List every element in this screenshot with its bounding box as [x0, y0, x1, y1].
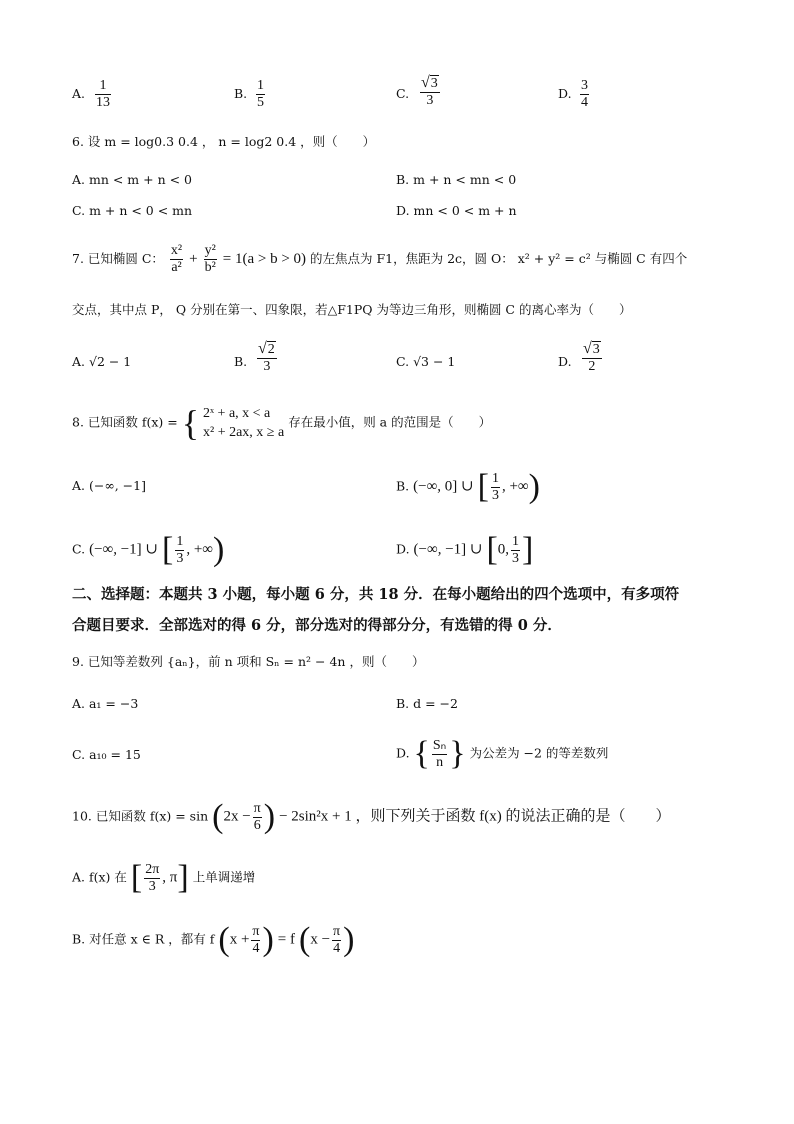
q6-option-b: B. m + n < mn < 0 [396, 172, 517, 187]
q6-option-a: A. mn < m + n < 0 [72, 172, 192, 187]
q5-a-num: 1 [99, 78, 107, 93]
q10-b-label: B. [72, 931, 86, 947]
q7-option-b-label: B. [234, 354, 248, 369]
q8-case-2: x² + 2ax, x ≥ a [203, 425, 285, 440]
q7-b-radicand: 2 [267, 342, 275, 357]
q7-b-den: 3 [263, 359, 271, 374]
q5-b-den: 5 [257, 95, 264, 110]
q8-option-c: C. (−∞, −1] ∪ [ $\frac{1}{3}$ , +∞) [72, 531, 225, 568]
q7-stem-post: 的左焦点为 F1，焦距为 2c，圆 O： x² + y² = c² 与椭圆 C 有四个 [310, 251, 688, 266]
q8-c-pre: (−∞, −1] ∪ [89, 541, 158, 558]
q6-option-c: C. m + n < 0 < mn [72, 203, 193, 218]
q5-option-d [578, 78, 591, 111]
q5-b-num: 1 [257, 78, 264, 93]
q7-option-a: A. √2 − 1 [72, 354, 132, 369]
q8-option-a: A. (−∞, −1] [72, 478, 146, 493]
q9-d-post: 为公差为 −2 的等差数列 [469, 745, 609, 761]
q8-d-pre: (−∞, −1] ∪ [413, 541, 483, 558]
q5-option-d-label: D. [558, 86, 572, 101]
q8-piecewise [203, 404, 284, 442]
q5-option-a [93, 78, 113, 111]
q7-option-d-label: D. [558, 354, 572, 369]
q10-stem-post: − 2sin²x + 1 ，则下列关于函数 f(x) 的说法正确的是（ ） [279, 808, 671, 825]
q5-c-den: 3 [426, 93, 434, 108]
q7-option-b: √ 2 3 [258, 340, 275, 374]
q7-stem-pre: 7. 已知椭圆 C： [72, 251, 164, 266]
q6-stem: 6. 设 m = log0.3 0.4 ， n = log2 0.4 ，则（ ） [72, 134, 376, 149]
q5-a-den: 13 [96, 95, 110, 110]
q8-b-label: B. [396, 478, 410, 494]
q7-stem-line2: 交点，其中点 P， Q 分别在第一、四象限，若△F1PQ 为等边三角形，则椭圆 C 的离心率为（ ） [72, 302, 632, 317]
q8-b-pre: (−∞, 0] ∪ [413, 478, 474, 495]
q8-c-label: C. [72, 541, 86, 557]
q9-option-c: C. a₁₀ = 15 [72, 747, 141, 762]
q7-d-den: 2 [588, 359, 596, 374]
q7-stem: 7. 已知椭圆 C： $\frac{\text{x²}}{\text{a²}}$ + $\frac{\text{y²}}{\text{b²}}$ = 1(a > b > 0) 的左焦点为 F1，焦距为 2c，圆 O： x² + y² = c² 与椭圆 C 有四个 [72, 243, 688, 275]
q5-option-a-label: A. [72, 86, 86, 101]
q6-option-d: D. mn < 0 < m + n [396, 203, 517, 218]
q5-d-num: 3 [581, 78, 588, 93]
q9-option-d: D. { $\frac{\text{Sₙ}}{n}$ } 为公差为 −2 的等差数列 [396, 735, 609, 772]
section-2-heading-line2: 合题目要求．全部选对的得 6 分，部分选对的得部分分，有选错的得 0 分． [72, 617, 562, 634]
q9-stem: 9. 已知等差数列 {aₙ}，前 n 项和 Sₙ = n² − 4n ，则（ ） [72, 654, 425, 669]
q8-stem-post: 存在最小值，则 a 的范围是（ ） [288, 414, 492, 430]
q5-d-den: 4 [581, 95, 588, 110]
q8-d-label: D. [396, 541, 410, 557]
q10-stem: 10. 已知函数 f(x) = sin (2x − $\frac{\pi}{6}$ ) − 2sin²x + 1 ，则下列关于函数 f(x) 的说法正确的是（ ） [72, 798, 671, 835]
q10-a-label: A. [72, 869, 86, 885]
q9-option-a: A. a₁ = −3 [72, 696, 139, 711]
q10-option-b: B. 对任意 x ∈ R ，都有 f (x + $\frac{\pi}{4}$ ) = f (x − $\frac{\pi}{4}$ ) [72, 921, 355, 958]
section-2-heading-line1: 二、选择题：本题共 3 小题，每小题 6 分，共 18 分．在每小题给出的四个选项中，有多项符 [72, 586, 680, 603]
q10-b-mid: = f [277, 931, 296, 948]
q5-option-b-label: B. [234, 86, 248, 101]
q5-option-b [254, 78, 267, 111]
q8-option-d: D. (−∞, −1] ∪ [0, $\frac{1}{3}$ ] [396, 531, 534, 568]
q5-c-radicand: 3 [430, 76, 438, 91]
q10-option-a: A. f(x) 在 [ $\frac{2\pi}{3}$ , π] 上单调递增 [72, 859, 256, 896]
q8-case-1: 2ˣ + a, x < a [203, 406, 271, 421]
q8-stem: 8. 已知函数 f(x) = { 2ˣ + a, x < a x² + 2ax, x ≥ a 存在最小值，则 a 的范围是（ ） [72, 403, 492, 443]
q10-a-post: 上单调递增 [192, 869, 256, 885]
q7-d-radicand: 3 [592, 342, 600, 357]
q9-option-b: B. d = −2 [396, 696, 458, 711]
q10-b-pre: 对任意 x ∈ R ，都有 f [89, 931, 215, 947]
q9-d-label: D. [396, 745, 410, 761]
q7-option-d: √ 3 2 [583, 340, 600, 374]
q10-a-pre: f(x) 在 [89, 869, 127, 885]
q5-option-c: √ 3 3 [421, 74, 438, 108]
q10-stem-pre: 10. 已知函数 f(x) = sin [72, 808, 209, 824]
q5-option-c-label: C. [396, 86, 410, 101]
q7-condition: = 1(a > b > 0) [222, 251, 307, 267]
q8-stem-pre: 8. 已知函数 f(x) = [72, 414, 178, 430]
q7-option-c: C. √3 − 1 [396, 354, 456, 369]
q8-option-b: B. (−∞, 0] ∪ [ $\frac{1}{3}$ , +∞) [396, 468, 540, 505]
